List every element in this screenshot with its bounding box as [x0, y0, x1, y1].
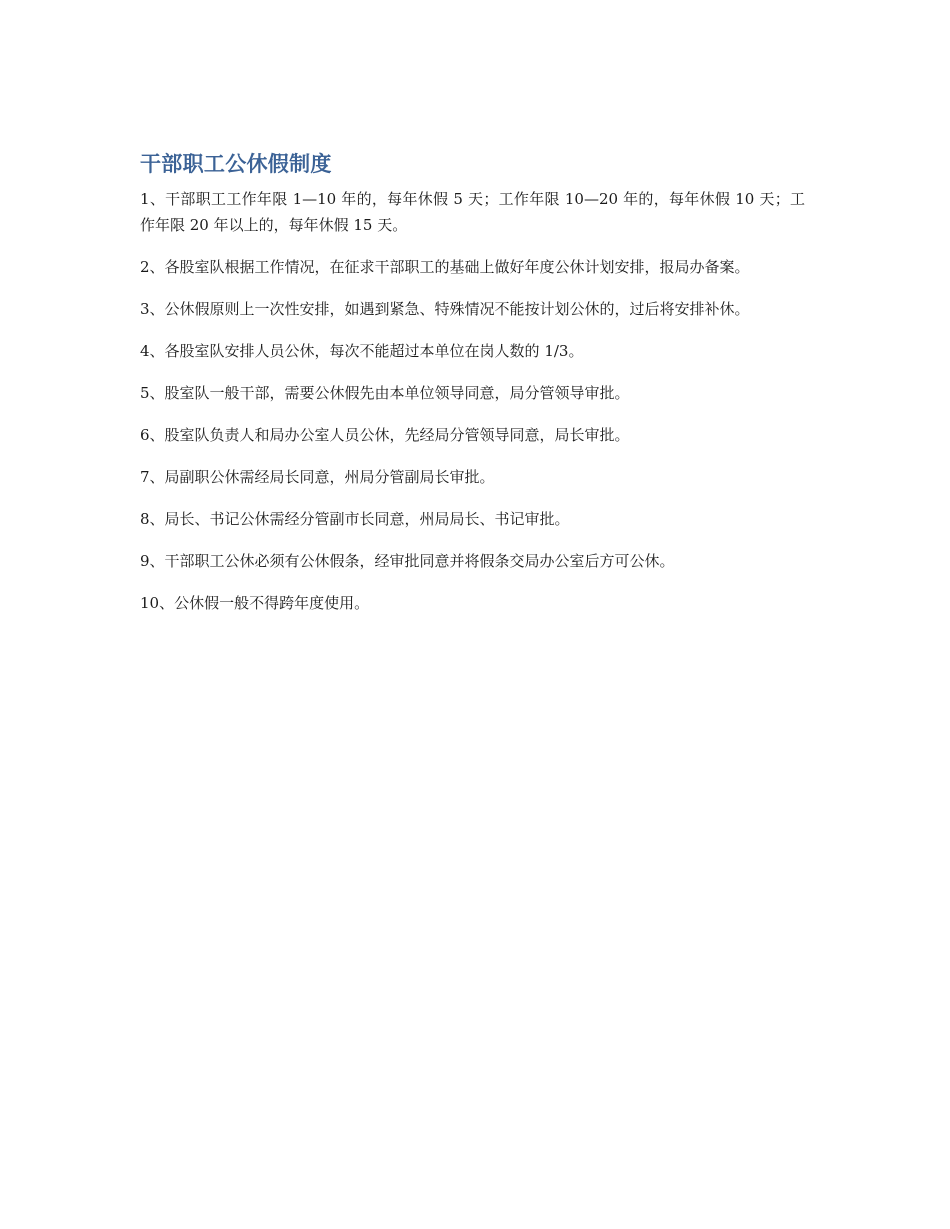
clause-list [140, 186, 805, 616]
document-title: 干部职工公休假制度 [140, 152, 332, 176]
clause-item: 4、各股室队安排人员公休，每次不能超过本单位在岗人数的 1/3。 [140, 342, 584, 360]
clause-item: 10、公休假一般不得跨年度使用。 [140, 594, 370, 612]
clause-item: 9、干部职工公休必须有公休假条，经审批同意并将假条交局办公室后方可公休。 [140, 552, 675, 570]
clause-item: 2、各股室队根据工作情况，在征求干部职工的基础上做好年度公休计划安排，报局办备案。 [140, 258, 750, 276]
clause-item: 3、公休假原则上一次性安排，如遇到紧急、特殊情况不能按计划公休的，过后将安排补休。 [140, 300, 750, 318]
document-page [140, 148, 805, 632]
clause-item: 8、局长、书记公休需经分管副市长同意，州局局长、书记审批。 [140, 510, 570, 528]
clause-item: 1、干部职工工作年限 1—10 年的，每年休假 5 天；工作年限 10—20 年的，每年休假 10 天；工作年限 20 年以上的，每年休假 15 天。 [140, 190, 805, 234]
clause-item: 6、股室队负责人和局办公室人员公休，先经局分管领导同意，局长审批。 [140, 426, 630, 444]
clause-item: 7、局副职公休需经局长同意，州局分管副局长审批。 [140, 468, 495, 486]
clause-item: 5、股室队一般干部，需要公休假先由本单位领导同意，局分管领导审批。 [140, 384, 630, 402]
